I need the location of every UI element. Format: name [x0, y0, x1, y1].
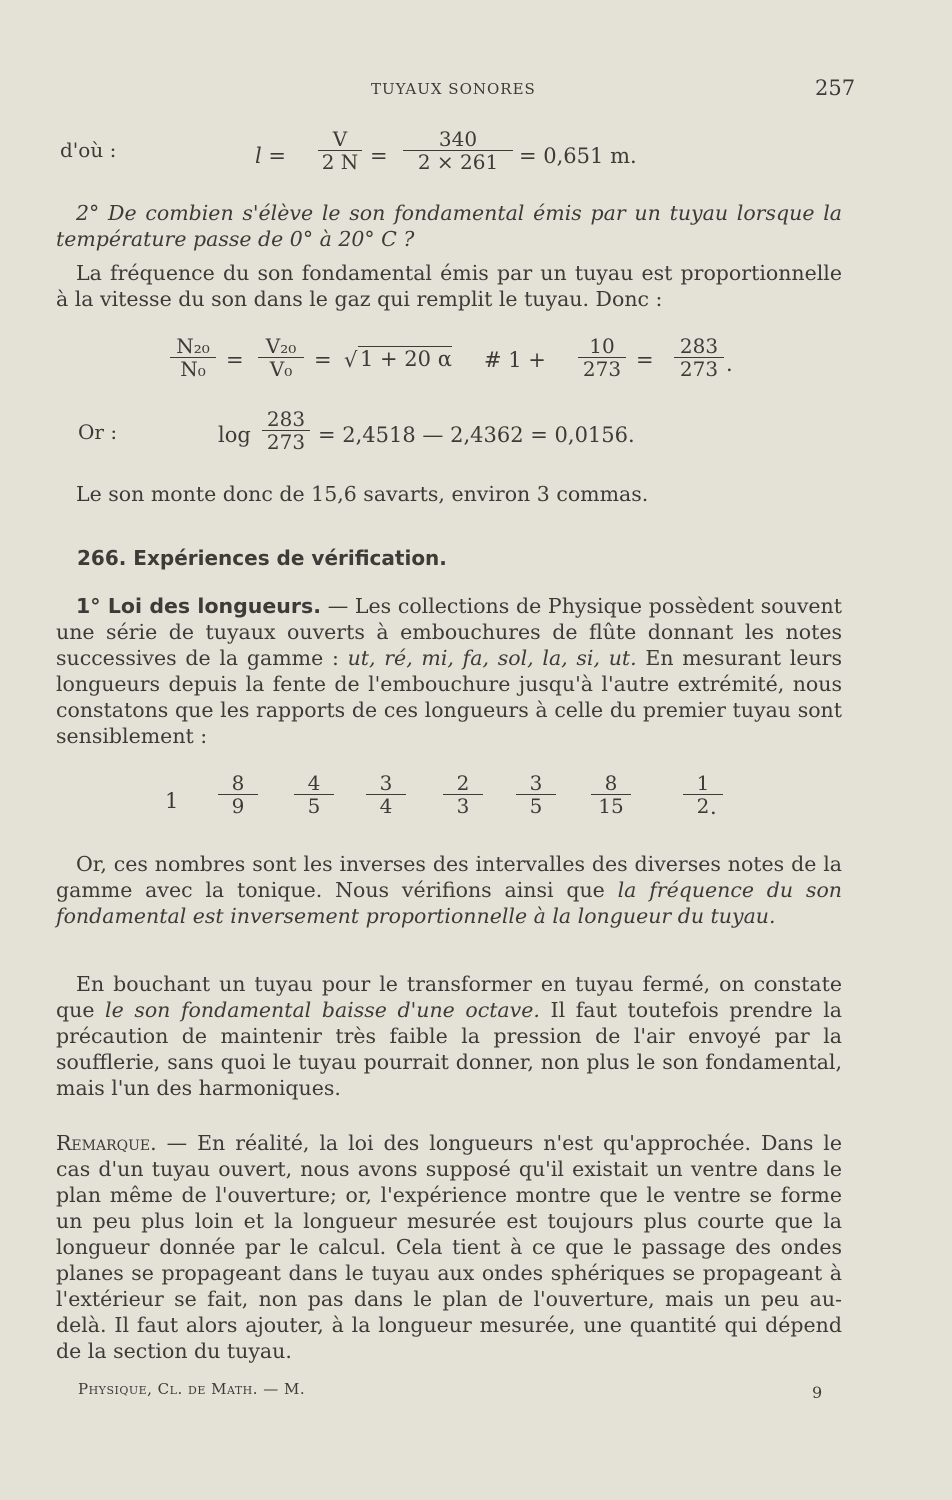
eq-den: 273 [262, 430, 310, 453]
paragraph-text: En mesurant leurs longueurs depuis la fente de l'embouchure jusqu'à l'autre extrémité, nous constatons que les rapports de ces longueurs à celle du premier tuyau sont sensiblement : [56, 646, 842, 748]
eq-rhs: = 2,4518 — 2,4362 = 0,0156. [318, 423, 635, 447]
ratio-fraction [591, 772, 631, 817]
ratio-den: 5 [516, 794, 556, 817]
ratio-fraction [366, 772, 406, 817]
ratio-num: 3 [529, 771, 543, 795]
paragraph-remarque [56, 1130, 842, 1364]
ratio-fraction [683, 772, 723, 817]
signature-number: 9 [812, 1383, 823, 1402]
eq-den: 2 N [318, 150, 362, 173]
paragraph-text: Il faut toutefois prendre la précaution de maintenir très faible la pression de l'air envoyé par la soufflerie, sans quoi le tuyau pourrait donner, non plus le son fondamental, mais l'un des harmoniques. [56, 998, 842, 1100]
eq-label: d'où : [60, 138, 117, 162]
eq-rhs: = 0,651 m. [519, 144, 637, 168]
paragraph-lead: 1° Loi des longueurs. [76, 594, 321, 618]
ratio-den: 5 [294, 794, 334, 817]
eq-den: 273 [578, 357, 626, 380]
eq-num: 283 [266, 407, 306, 431]
eq-approx: # 1 + [484, 348, 546, 372]
eq-sign: = [226, 348, 244, 372]
eq-num: N₂₀ [176, 334, 210, 358]
eq-lhs: l = [255, 144, 286, 168]
eq-den: 273 [674, 357, 724, 380]
eq-sign: = [370, 144, 388, 168]
paragraph-tuyau-ferme [56, 971, 842, 1101]
ratio-fraction [218, 772, 258, 817]
ratio-den: 4 [366, 794, 406, 817]
ratio-den: 3 [443, 794, 483, 817]
section-heading: 266. Expériences de vérification. [77, 546, 447, 570]
paragraph-law: la fréquence du son fondamental est inversement proportionnelle à la longueur du tuyau. [56, 878, 842, 928]
ratio-num: 2 [456, 771, 470, 795]
ratio-num: 1 [696, 771, 710, 795]
eq-num: 283 [679, 334, 719, 358]
paragraph-loi-longueurs [56, 593, 842, 749]
ratio-num: 8 [604, 771, 618, 795]
eq-den: V₀ [258, 357, 304, 380]
eq-den: N₀ [170, 357, 216, 380]
eq-label: Or : [78, 420, 118, 444]
ratio-end: . [710, 795, 717, 819]
eq-num: 340 [438, 127, 478, 151]
sqrt-sign: √ [344, 348, 358, 372]
eq-fraction [674, 335, 724, 380]
eq-num: V₂₀ [265, 334, 297, 358]
eq-fraction [318, 128, 362, 173]
paragraph-frequence: La fréquence du son fondamental émis par un tuyau est proportionnelle à la vitesse du son dans le gaz qui remplit le tuyau. Donc : [56, 261, 842, 311]
ratio-first: 1 [165, 789, 179, 813]
footer-signature: Physique, Cl. de Math. — M. [78, 1380, 306, 1398]
paragraph-lead: Remarque. [56, 1131, 157, 1155]
ratio-num: 3 [379, 771, 393, 795]
running-header: TUYAUX SONORES [371, 80, 536, 98]
ratio-num: 8 [231, 771, 245, 795]
eq-fraction [262, 408, 310, 453]
paragraph-text: En bouchant un tuyau pour le transformer en tuyau fermé, on constate que [56, 972, 842, 1022]
paragraph-text: — En réalité, la loi des longueurs n'est qu'approchée. Dans le cas d'un tuyau ouvert, nous avons supposé qu'il existait un ventre dans le plan même de l'ouverture; or, l'expérience montre que le ventre se forme un peu plus loin et la longueur mesurée est toujours plus courte que la longueur donnée par le calcul. Cela tient à ce que le passage des ondes planes se propageant dans le tuyau aux ondes sphériques se propageant à l'extérieur se fait, non pas dans le plan de l'ouverture, mais un peu au-delà. Il faut alors ajouter, à la longueur mesurée, une quantité qui dépend de la section du tuyau. [56, 1131, 842, 1363]
eq-end: . [726, 352, 733, 376]
eq-log: log [218, 423, 251, 447]
ratio-fraction [516, 772, 556, 817]
paragraph-inverses [56, 851, 842, 929]
ratio-den: 15 [591, 794, 631, 817]
eq-fraction [170, 335, 216, 380]
sqrt-body: 1 + 20 α [360, 347, 452, 371]
page-number: 257 [815, 76, 856, 100]
eq-fraction [403, 128, 513, 173]
ratio-den: 9 [218, 794, 258, 817]
eq-fraction [258, 335, 304, 380]
ratio-num: 4 [307, 771, 321, 795]
paragraph-italic: le son fondamental baisse d'une octave. [105, 998, 540, 1022]
paragraph-text: — Les collections de Physique possèdent souvent une série de tuyaux ouverts à embouchures de flûte donnant les notes successives de la gamme : [56, 594, 842, 670]
eq-den: 2 × 261 [403, 150, 513, 173]
paragraph-savarts: Le son monte donc de 15,6 savarts, environ 3 commas. [76, 482, 649, 506]
paragraph-text: Or, ces nombres sont les inverses des intervalles des diverses notes de la gamme avec la tonique. Nous vérifions ainsi que [56, 852, 842, 902]
ratio-den: 2 [683, 794, 723, 817]
question-2: 2° De combien s'élève le son fondamental émis par un tuyau lorsque la température passe de 0° à 20° C ? [56, 201, 842, 251]
ratio-fraction [443, 772, 483, 817]
notes-list: ut, ré, mi, fa, sol, la, si, ut. [347, 646, 637, 670]
ratio-fraction [294, 772, 334, 817]
eq-num: 10 [589, 334, 615, 358]
eq-num: V [332, 127, 348, 151]
eq-sign: = [314, 348, 332, 372]
eq-fraction [578, 335, 626, 380]
eq-sign: = [636, 348, 654, 372]
